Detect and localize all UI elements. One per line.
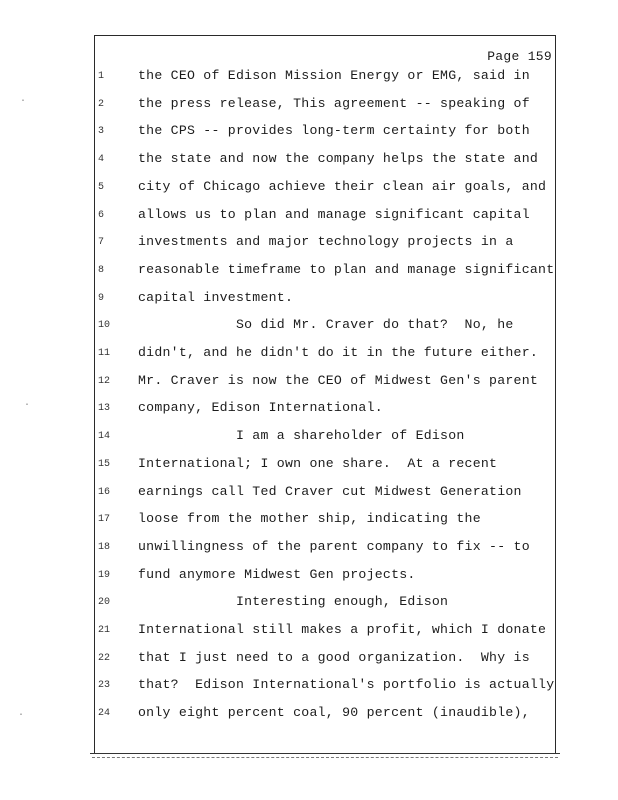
- line-number: 9: [98, 292, 105, 304]
- line-text: the state and now the company helps the state and: [138, 151, 539, 167]
- line-text: company, Edison International.: [138, 400, 383, 416]
- page-number: Page 159: [487, 49, 552, 64]
- transcript-line: [0, 123, 618, 145]
- line-number: 4: [98, 154, 105, 166]
- transcript-line: [0, 234, 618, 256]
- line-number: 14: [98, 431, 111, 443]
- line-text: So did Mr. Craver do that? No, he: [138, 317, 514, 333]
- line-text: reasonable timeframe to plan and manage significant: [138, 261, 555, 277]
- transcript-line: [0, 68, 618, 90]
- line-number: 12: [98, 375, 111, 387]
- line-text: city of Chicago achieve their clean air goals, and: [138, 178, 547, 194]
- line-text: only eight percent coal, 90 percent (inaudible),: [138, 705, 530, 721]
- line-text: I am a shareholder of Edison: [138, 428, 465, 444]
- transcript-line: [0, 400, 618, 422]
- line-text: International still makes a profit, which I donate: [138, 622, 547, 637]
- line-text: investments and major technology projects in a: [138, 234, 514, 250]
- transcript-line: [0, 96, 618, 118]
- margin-speck: ·: [20, 96, 27, 107]
- line-text: didn't, and he didn't do it in the future either.: [138, 345, 539, 360]
- transcript-line: [0, 705, 618, 727]
- line-number: 6: [98, 209, 105, 221]
- transcript-line: [0, 207, 618, 229]
- line-number: 21: [98, 625, 111, 636]
- margin-speck: ·: [24, 400, 31, 411]
- bottom-rule: [90, 753, 560, 754]
- line-text: fund anymore Midwest Gen projects.: [138, 566, 416, 582]
- line-number: 23: [98, 680, 111, 692]
- transcript-line: [0, 456, 618, 478]
- transcript-line: [0, 622, 618, 644]
- line-text: that? Edison International's portfolio is actually: [138, 677, 555, 693]
- transcript-line: [0, 290, 618, 312]
- transcript-line: [0, 317, 618, 339]
- line-number: 3: [98, 126, 105, 138]
- line-text: the CEO of Edison Mission Energy or EMG, said in: [138, 68, 530, 83]
- transcript-line: [0, 594, 618, 616]
- line-number: 17: [98, 514, 111, 526]
- line-text: International; I own one share. At a recent: [138, 455, 498, 471]
- transcript-line: [0, 262, 618, 284]
- transcript-line: [0, 151, 618, 173]
- bottom-rule-secondary: [92, 757, 558, 758]
- line-text: capital investment.: [138, 289, 294, 305]
- line-number: 1: [98, 71, 105, 82]
- line-number: 7: [98, 237, 105, 249]
- transcript-line: [0, 179, 618, 201]
- line-number: 16: [98, 486, 111, 498]
- line-number: 24: [98, 708, 111, 720]
- line-number: 5: [98, 181, 105, 193]
- line-number: 19: [98, 569, 111, 581]
- transcript-line: [0, 345, 618, 367]
- line-text: earnings call Ted Craver cut Midwest Generation: [138, 483, 522, 499]
- line-text: unwillingness of the parent company to fix -- to: [138, 538, 530, 554]
- line-number: 18: [98, 541, 111, 553]
- line-text: loose from the mother ship, indicating the: [138, 511, 481, 527]
- transcript-line: [0, 539, 618, 561]
- line-number: 13: [98, 403, 111, 415]
- transcript-line: [0, 567, 618, 589]
- transcript-line: [0, 511, 618, 533]
- transcript-line: [0, 650, 618, 672]
- line-number: 15: [98, 458, 111, 470]
- line-number: 2: [98, 98, 105, 110]
- line-text: that I just need to a good organization. Why is: [138, 649, 530, 665]
- transcript-line: [0, 677, 618, 699]
- line-text: Mr. Craver is now the CEO of Midwest Gen's parent: [138, 372, 539, 388]
- line-text: Interesting enough, Edison: [138, 594, 449, 610]
- line-text: allows us to plan and manage significant capital: [138, 206, 530, 222]
- line-number: 22: [98, 652, 111, 664]
- line-number: 20: [98, 597, 111, 609]
- line-number: 10: [98, 320, 111, 332]
- margin-speck: ·: [18, 710, 25, 721]
- line-text: the press release, This agreement -- speaking of: [138, 95, 530, 111]
- line-number: 8: [98, 264, 105, 276]
- transcript-line: [0, 428, 618, 450]
- transcript-line: [0, 484, 618, 506]
- line-number: 11: [98, 348, 111, 359]
- line-text: the CPS -- provides long-term certainty for both: [138, 123, 530, 139]
- transcript-line: [0, 373, 618, 395]
